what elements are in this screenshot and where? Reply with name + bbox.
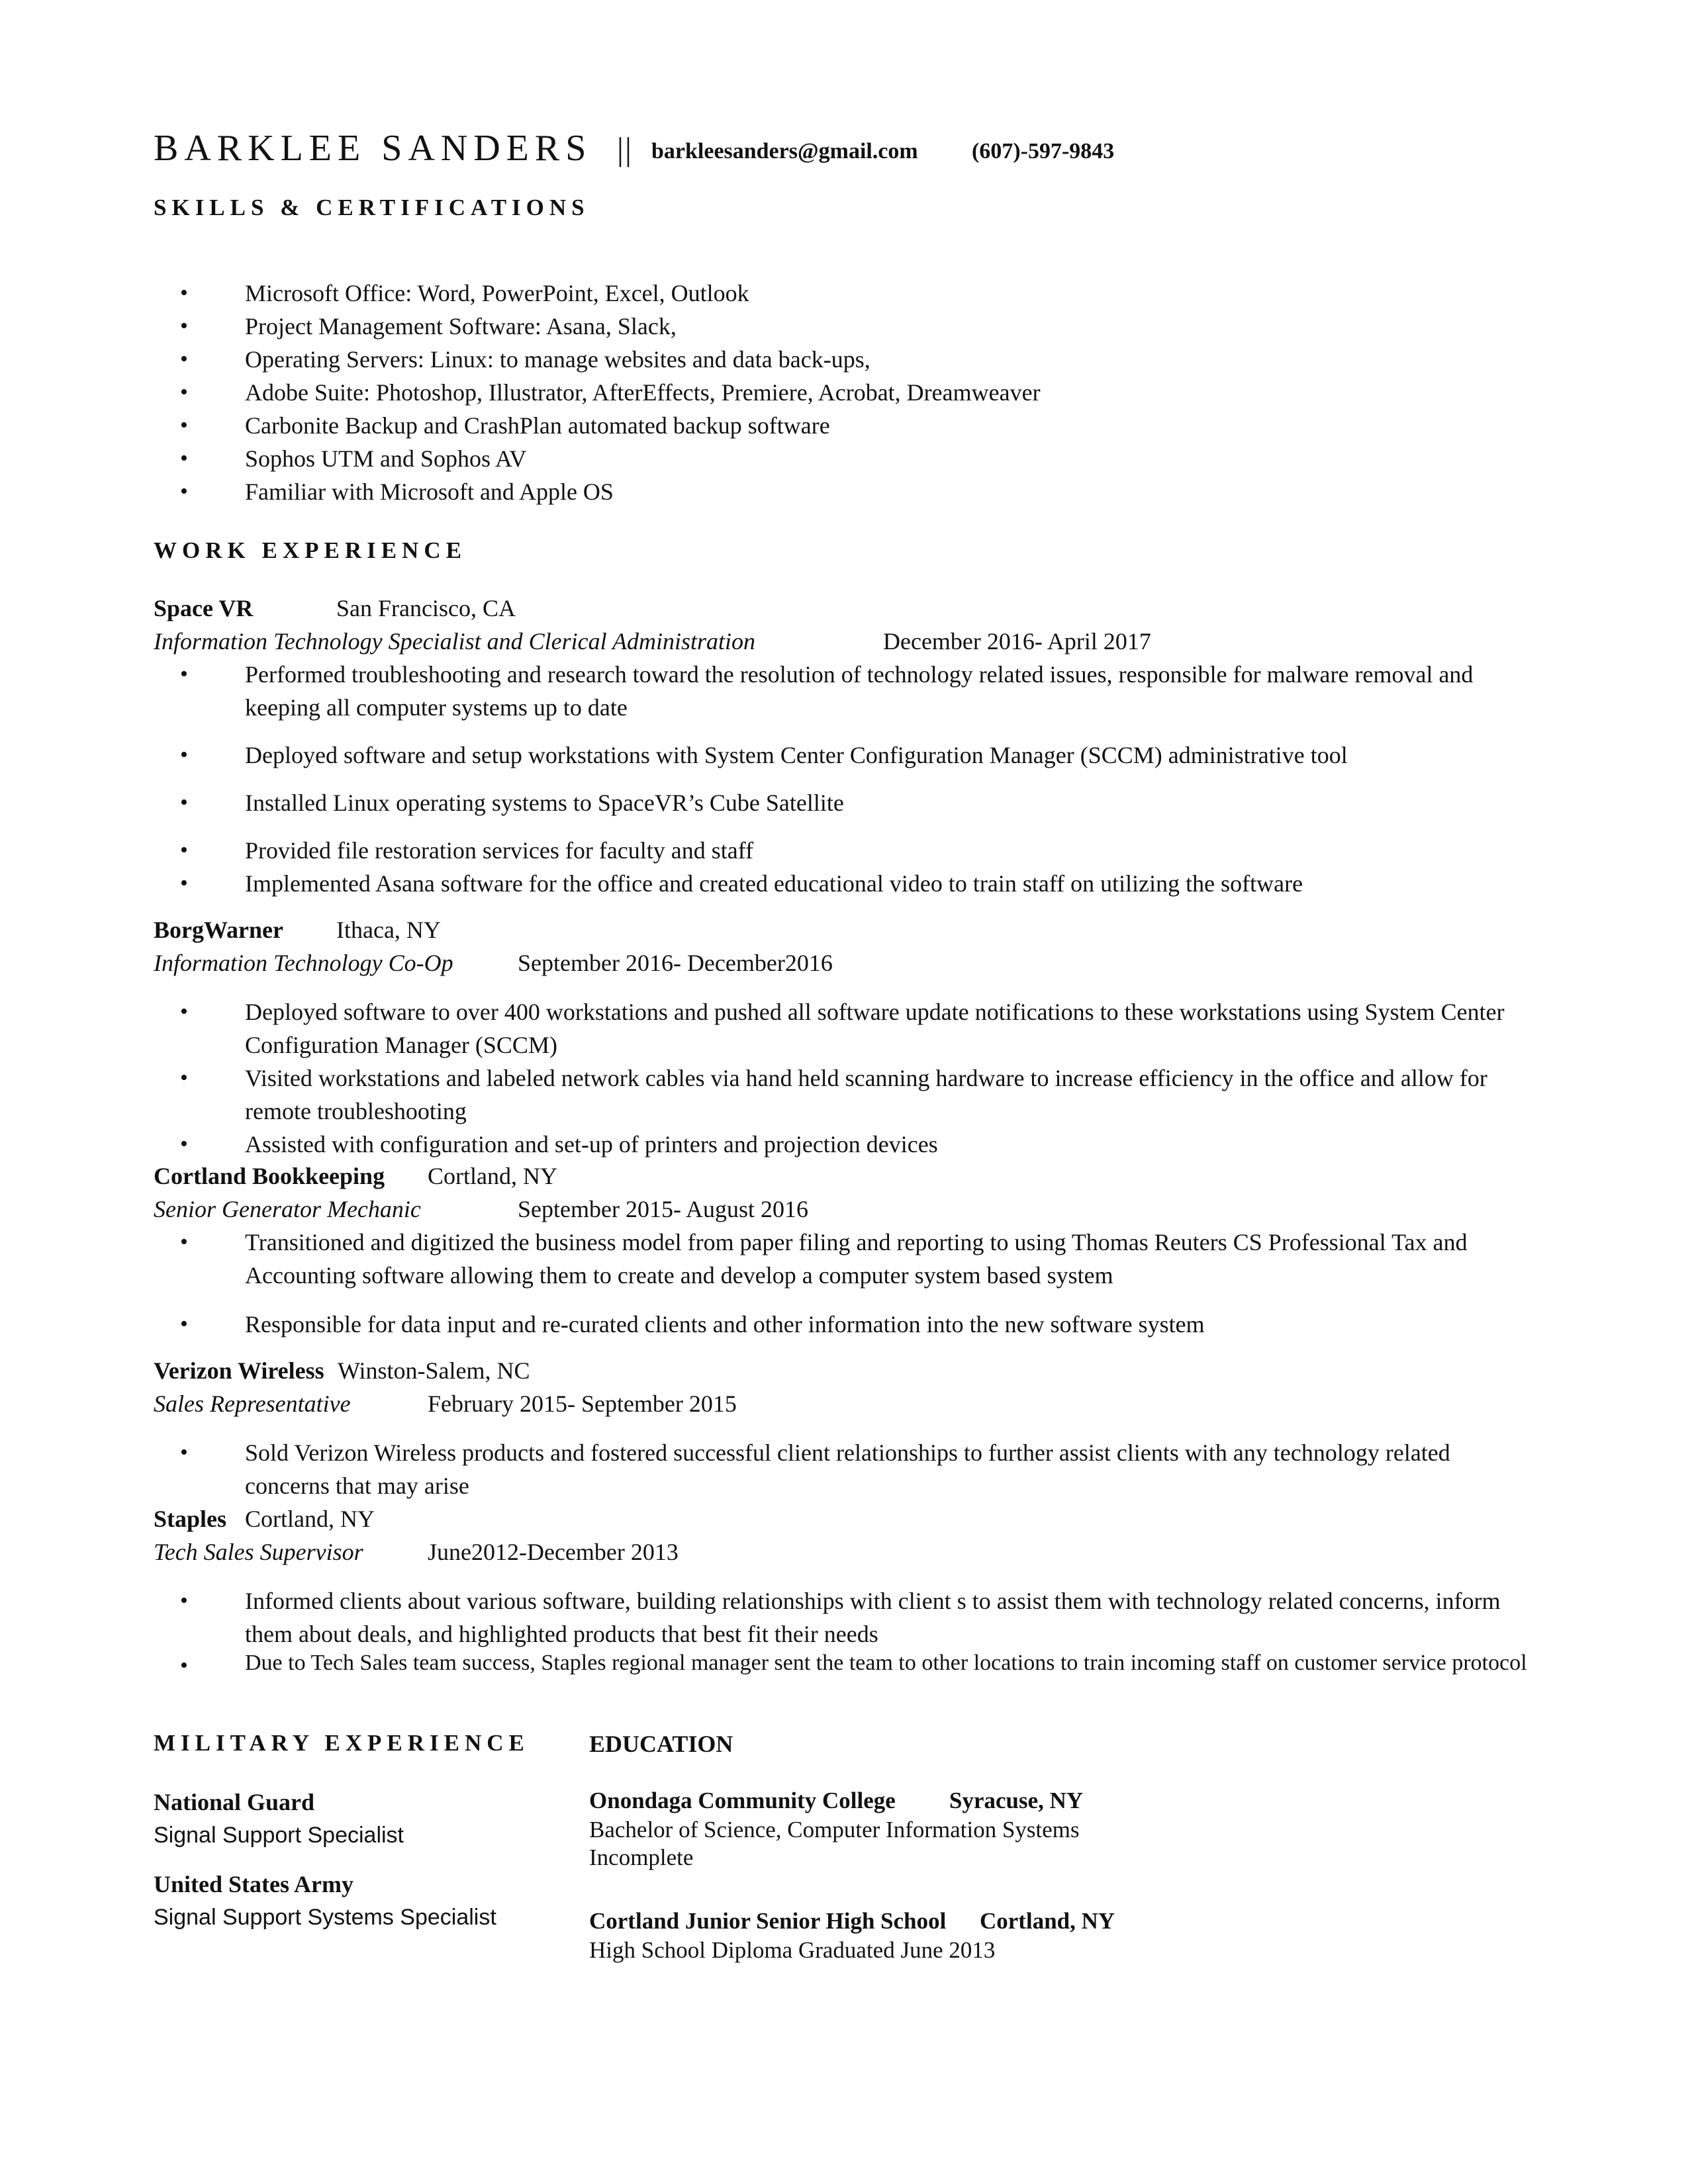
job-title: Sales Representative [154,1390,351,1417]
email-link[interactable]: barkleesanders@gmail.com [651,139,918,163]
bullet-icon: • [180,999,188,1024]
bullet-icon: • [180,871,188,895]
skill-text: Operating Servers: Linux: to manage websites and data back-ups, [245,346,870,373]
school-location: Cortland, NY [980,1908,1115,1934]
skill-text: Sophos UTM and Sophos AV [245,445,527,472]
job-bullet-text: Deployed software to over 400 workstations and pushed all software update notifications to these workstations using System Center Configuration Manager (SCCM) [245,999,1505,1058]
school-location: Syracuse, NY [949,1788,1084,1813]
company-location: Ithaca, NY [336,917,441,943]
job-bullet-text: Informed clients about various software, building relationships with client s to assist them with technology related concerns, inform them about deals, and highlighted products that best fit their needs [245,1588,1501,1647]
bullet-icon: • [180,1066,188,1090]
job-dates: June2012-December 2013 [428,1539,679,1565]
bullet-icon: • [180,314,188,338]
bullet-icon: • [180,662,188,686]
job-bullet-text: Performed troubleshooting and research toward the resolution of technology related issues, responsible for malware removal and keeping all computer systems up to date [245,661,1474,721]
job-title: Information Technology Specialist and Clerical Administration [154,628,755,655]
job-bullet-text: Installed Linux operating systems to SpaceVR’s Cube Satellite [245,790,844,816]
name-separator: || [617,130,633,167]
military-role: Signal Support Systems Specialist [154,1905,496,1930]
company-name: Cortland Bookkeeping [154,1163,385,1189]
company-name: Verizon Wireless [154,1357,324,1384]
company-name: Staples [154,1506,227,1532]
company-name: Space VR [154,595,254,621]
job-bullet-text: Due to Tech Sales team success, Staples regional manager sent the team to other locations to train incoming staff on customer service protocol [245,1651,1527,1675]
bullet-icon: • [180,1132,188,1156]
education-heading: EDUCATION [589,1731,733,1757]
phone-number: (607)-597-9843 [972,139,1115,163]
bullet-icon: • [180,1588,188,1613]
degree-status: Incomplete [589,1844,694,1870]
bullet-icon: • [180,743,188,767]
bullet-icon: • [180,281,188,305]
military-org: National Guard [154,1789,315,1815]
job-bullet-text: Assisted with configuration and set-up of printers and projection devices [245,1131,938,1158]
bullet-icon: • [180,446,188,471]
skill-text: Carbonite Backup and CrashPlan automated backup software [245,412,830,439]
job-bullet-text: Visited workstations and labeled network cables via hand held scanning hardware to increase efficiency in the office and allow for remote troubleshooting [245,1065,1487,1124]
military-role: Signal Support Specialist [154,1823,404,1848]
degree-text: High School Diploma Graduated June 2013 [589,1937,996,1963]
bullet-icon: • [180,1312,188,1336]
job-bullet-text: Responsible for data input and re-curated clients and other information into the new software system [245,1311,1205,1338]
bullet-icon: • [180,413,188,437]
job-dates: September 2016- December2016 [518,950,833,976]
job-title: Tech Sales Supervisor [154,1539,363,1565]
candidate-name: BARKLEE SANDERS [154,128,592,169]
bullet-icon: • [180,479,188,504]
school-name: Cortland Junior Senior High School [589,1908,947,1934]
military-org: United States Army [154,1871,353,1897]
work-heading: WORK EXPERIENCE [154,537,467,563]
military-heading: MILITARY EXPERIENCE [154,1730,530,1756]
skill-text: Familiar with Microsoft and Apple OS [245,478,614,505]
company-name: BorgWarner [154,917,283,943]
degree-text: Bachelor of Science, Computer Information Systems [589,1817,1080,1843]
job-bullet-text: Transitioned and digitized the business model from paper filing and reporting to using Thomas Reuters CS Professional Tax and Accounting software allowing them to create and develop a computer system based system [245,1229,1468,1289]
skills-heading: SKILLS & CERTIFICATIONS [154,195,590,220]
job-dates: September 2015- August 2016 [518,1196,808,1222]
company-location: San Francisco, CA [336,595,516,621]
job-title: Senior Generator Mechanic [154,1196,421,1222]
bullet-icon: • [180,347,188,371]
company-location: Winston-Salem, NC [338,1357,530,1384]
job-bullet-text: Provided file restoration services for faculty and staff [245,837,754,864]
bullet-icon: • [180,1653,188,1678]
job-bullet-text: Implemented Asana software for the office and created educational video to train staff on utilizing the software [245,870,1303,897]
skill-text: Project Management Software: Asana, Slack, [245,313,677,340]
bullet-icon: • [180,790,188,815]
company-location: Cortland, NY [428,1163,557,1189]
skill-text: Microsoft Office: Word, PowerPoint, Excel, Outlook [245,280,749,306]
job-bullet-text: Deployed software and setup workstations with System Center Configuration Manager (SCCM) administrative tool [245,742,1348,768]
school-name: Onondaga Community College [589,1788,896,1813]
job-bullet-text: Sold Verizon Wireless products and fostered successful client relationships to further assist clients with any technology related concerns that may arise [245,1439,1450,1499]
job-dates: February 2015- September 2015 [428,1390,737,1417]
skill-text: Adobe Suite: Photoshop, Illustrator, AfterEffects, Premiere, Acrobat, Dreamweaver [245,379,1041,406]
bullet-icon: • [180,838,188,862]
bullet-icon: • [180,380,188,404]
bullet-icon: • [180,1230,188,1254]
company-location: Cortland, NY [245,1506,375,1532]
job-title: Information Technology Co-Op [154,950,453,976]
bullet-icon: • [180,1440,188,1465]
job-dates: December 2016- April 2017 [883,628,1151,655]
